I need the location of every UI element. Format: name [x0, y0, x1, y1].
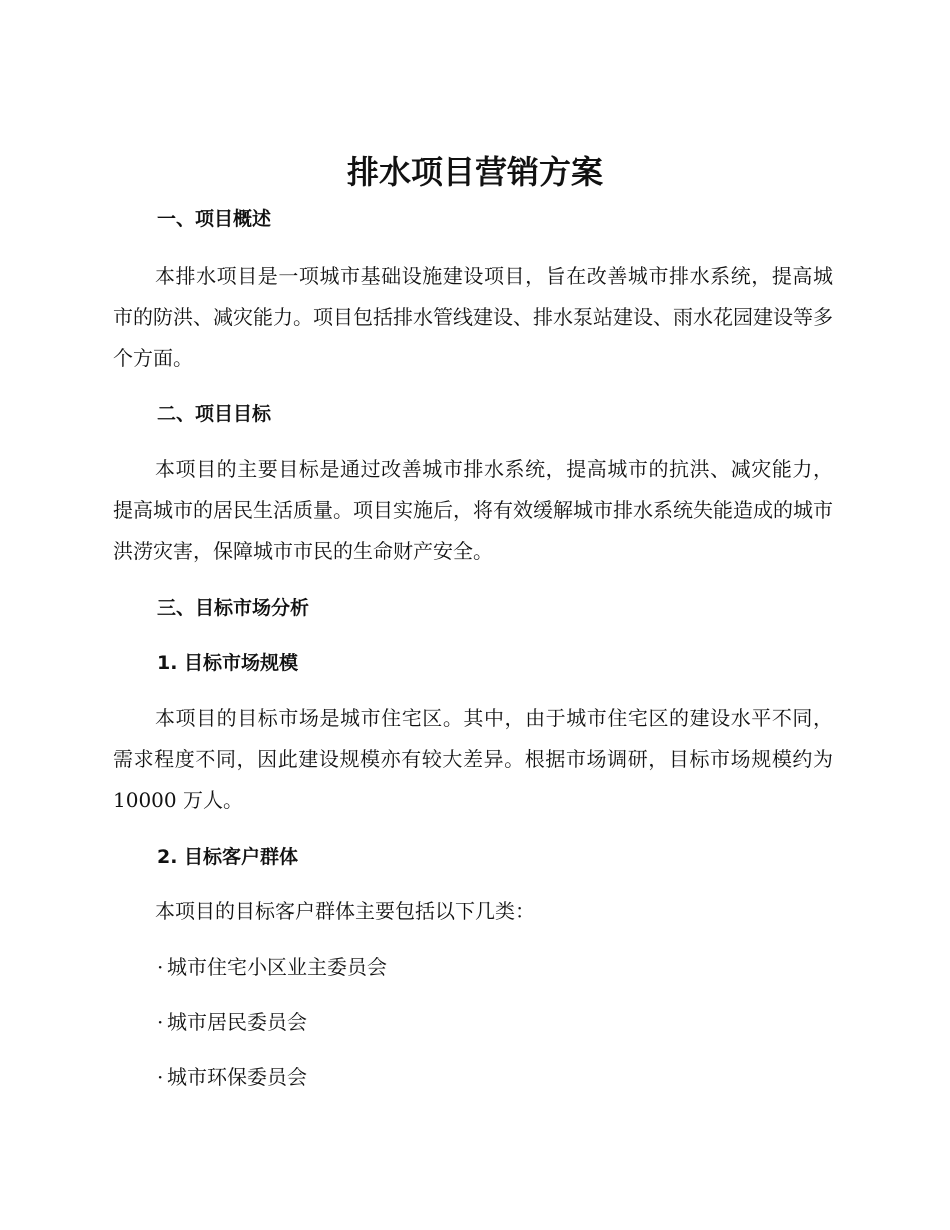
subsection-heading-customers: 2. 目标客户群体: [157, 846, 299, 868]
list-item: [157, 1063, 307, 1091]
section-heading-market: 三、目标市场分析: [157, 597, 310, 619]
subsection-body-market-size: 本项目的目标市场是城市住宅区。其中，由于城市住宅区的建设水平不同，需求程度不同，因此建设规模亦有较大差异。根据市场调研，目标市场规模约为 10000 万人。: [113, 706, 833, 812]
bullet-icon: ·: [157, 1065, 164, 1089]
list-item-text: 城市环保委员会: [167, 1065, 307, 1089]
subsection-heading-market-size: 1. 目标市场规模: [157, 652, 299, 674]
list-item-text: 城市居民委员会: [167, 1010, 307, 1034]
list-item: [157, 953, 387, 981]
bullet-icon: ·: [157, 1010, 164, 1034]
section-heading-goals: 二、项目目标: [157, 403, 272, 425]
list-item: [157, 1008, 307, 1036]
document-title: 排水项目营销方案: [346, 153, 603, 191]
bullet-icon: ·: [157, 955, 164, 979]
customers-intro: 本项目的目标客户群体主要包括以下几类：: [155, 899, 535, 923]
section-body-overview: 本排水项目是一项城市基础设施建设项目，旨在改善城市排水系统，提高城市的防洪、减灾能力。项目包括排水管线建设、排水泵站建设、雨水花园建设等多个方面。: [113, 264, 833, 370]
section-heading-overview: 一、项目概述: [157, 208, 272, 230]
list-item-text: 城市住宅小区业主委员会: [167, 955, 387, 979]
section-body-goals: 本项目的主要目标是通过改善城市排水系统，提高城市的抗洪、减灾能力，提高城市的居民生活质量。项目实施后，将有效缓解城市排水系统失能造成的城市洪涝灾害，保障城市市民的生命财产安全。: [113, 457, 833, 563]
